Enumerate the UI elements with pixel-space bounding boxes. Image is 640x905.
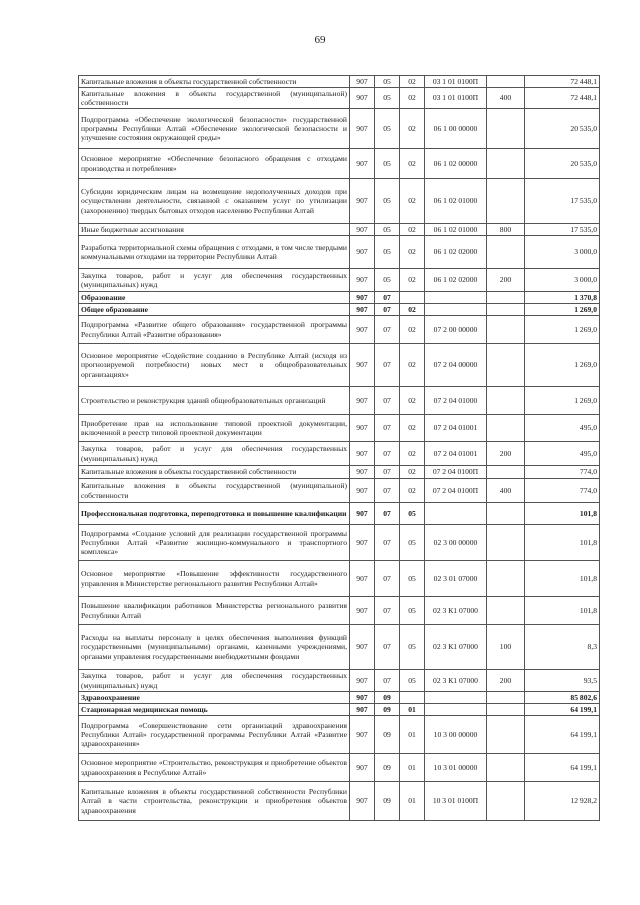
row-name: Субсидии юридическим лицам на возмещение недополученных доходов при осуществлении деятельности, связанной с оказанием услуг по утилизации (захоронению) твердых бытовых отходов населению Республики Алтай bbox=[79, 179, 350, 224]
row-section: 07 bbox=[375, 415, 400, 442]
row-amount: 774,0 bbox=[525, 466, 600, 479]
row-subsection: 02 bbox=[400, 224, 425, 236]
row-expense-type: 800 bbox=[487, 224, 525, 236]
row-subsection: 01 bbox=[400, 782, 425, 821]
table-row bbox=[79, 149, 600, 179]
row-subsection: 02 bbox=[400, 236, 425, 269]
row-grbs: 907 bbox=[350, 670, 375, 692]
row-subsection: 01 bbox=[400, 716, 425, 754]
row-name: Повышение квалификации работников Министерства регионального развития Республики Алтай bbox=[79, 597, 350, 625]
table-row bbox=[79, 304, 600, 316]
row-section: 05 bbox=[375, 269, 400, 292]
table-row bbox=[79, 316, 600, 344]
row-amount: 93,5 bbox=[525, 670, 600, 692]
row-grbs: 907 bbox=[350, 782, 375, 821]
table-row bbox=[79, 224, 600, 236]
row-expense-type bbox=[487, 236, 525, 269]
budget-table-body bbox=[79, 76, 600, 821]
row-section: 07 bbox=[375, 597, 400, 625]
row-grbs: 907 bbox=[350, 466, 375, 479]
row-subsection: 02 bbox=[400, 466, 425, 479]
row-subsection: 02 bbox=[400, 76, 425, 88]
row-section: 05 bbox=[375, 179, 400, 224]
row-grbs: 907 bbox=[350, 692, 375, 704]
row-subsection: 05 bbox=[400, 525, 425, 561]
row-expense-type bbox=[487, 561, 525, 597]
row-grbs: 907 bbox=[350, 754, 375, 782]
row-section: 07 bbox=[375, 344, 400, 387]
row-expense-type bbox=[487, 179, 525, 224]
table-row bbox=[79, 561, 600, 597]
row-amount: 72 448,1 bbox=[525, 76, 600, 88]
row-subsection: 05 bbox=[400, 597, 425, 625]
row-grbs: 907 bbox=[350, 236, 375, 269]
row-subsection bbox=[400, 692, 425, 704]
row-section: 05 bbox=[375, 109, 400, 149]
row-name: Разработка территориальной схемы обращения с отходами, в том числе твердыми коммунальными отходами на территории Республики Алтай bbox=[79, 236, 350, 269]
row-name: Иные бюджетные ассигнования bbox=[79, 224, 350, 236]
row-subsection: 02 bbox=[400, 179, 425, 224]
row-target-article bbox=[425, 704, 487, 716]
row-target-article bbox=[425, 503, 487, 525]
budget-table bbox=[78, 75, 600, 821]
row-section: 09 bbox=[375, 782, 400, 821]
table-row bbox=[79, 466, 600, 479]
row-name: Капитальные вложения в объекты государственной (муниципальной) собственности bbox=[79, 88, 350, 109]
row-expense-type: 400 bbox=[487, 479, 525, 503]
row-subsection: 02 bbox=[400, 109, 425, 149]
table-row bbox=[79, 179, 600, 224]
row-grbs: 907 bbox=[350, 88, 375, 109]
row-name: Образование bbox=[79, 292, 350, 304]
row-grbs: 907 bbox=[350, 597, 375, 625]
row-target-article: 07 2 04 01001 bbox=[425, 442, 487, 466]
row-section: 07 bbox=[375, 466, 400, 479]
row-grbs: 907 bbox=[350, 292, 375, 304]
row-subsection: 02 bbox=[400, 479, 425, 503]
row-amount: 64 199,1 bbox=[525, 716, 600, 754]
row-amount: 1 269,0 bbox=[525, 316, 600, 344]
row-expense-type bbox=[487, 387, 525, 415]
row-expense-type bbox=[487, 292, 525, 304]
row-expense-type bbox=[487, 466, 525, 479]
row-subsection: 02 bbox=[400, 269, 425, 292]
row-grbs: 907 bbox=[350, 442, 375, 466]
row-subsection: 05 bbox=[400, 503, 425, 525]
row-grbs: 907 bbox=[350, 479, 375, 503]
row-expense-type bbox=[487, 76, 525, 88]
row-name: Закупка товаров, работ и услуг для обеспечения государственных (муниципальных) нужд bbox=[79, 269, 350, 292]
table-row bbox=[79, 692, 600, 704]
row-subsection: 02 bbox=[400, 387, 425, 415]
row-target-article: 06 1 02 00000 bbox=[425, 149, 487, 179]
row-grbs: 907 bbox=[350, 387, 375, 415]
row-name: Капитальные вложения в объекты государственной собственности bbox=[79, 76, 350, 88]
table-row bbox=[79, 292, 600, 304]
row-name: Профессиональная подготовка, переподготовка и повышение квалификации bbox=[79, 503, 350, 525]
row-expense-type bbox=[487, 716, 525, 754]
row-grbs: 907 bbox=[350, 179, 375, 224]
table-row bbox=[79, 76, 600, 88]
row-grbs: 907 bbox=[350, 625, 375, 670]
row-name: Подпрограмма «Создание условий для реализации государственной программы Республики Алтай «Развитие жилищно-коммунального и транспортного комплекса» bbox=[79, 525, 350, 561]
row-section: 05 bbox=[375, 149, 400, 179]
row-expense-type bbox=[487, 109, 525, 149]
row-expense-type bbox=[487, 503, 525, 525]
row-amount: 17 535,0 bbox=[525, 224, 600, 236]
row-expense-type bbox=[487, 304, 525, 316]
row-subsection: 05 bbox=[400, 625, 425, 670]
row-grbs: 907 bbox=[350, 269, 375, 292]
row-amount: 1 269,0 bbox=[525, 387, 600, 415]
row-section: 07 bbox=[375, 525, 400, 561]
row-grbs: 907 bbox=[350, 344, 375, 387]
table-row bbox=[79, 387, 600, 415]
row-subsection: 05 bbox=[400, 670, 425, 692]
table-row bbox=[79, 415, 600, 442]
row-name: Подпрограмма «Обеспечение экологической безопасности» государственной программы Республики Алтай «Обеспечение экологической безопасности и улучшение состояния окружающей среды» bbox=[79, 109, 350, 149]
table-row bbox=[79, 269, 600, 292]
row-grbs: 907 bbox=[350, 149, 375, 179]
row-section: 07 bbox=[375, 561, 400, 597]
row-name: Здравоохранение bbox=[79, 692, 350, 704]
row-name: Общее образование bbox=[79, 304, 350, 316]
row-expense-type bbox=[487, 704, 525, 716]
row-grbs: 907 bbox=[350, 525, 375, 561]
row-amount: 495,0 bbox=[525, 442, 600, 466]
row-amount: 8,3 bbox=[525, 625, 600, 670]
row-name: Расходы на выплаты персоналу в целях обеспечения выполнения функций государственными (муниципальными) органами, казенными учреждениями, органами управления государственными внебюджетными фондами bbox=[79, 625, 350, 670]
table-row bbox=[79, 625, 600, 670]
row-grbs: 907 bbox=[350, 304, 375, 316]
table-row bbox=[79, 88, 600, 109]
row-name: Капитальные вложения в объекты государственной собственности bbox=[79, 466, 350, 479]
row-subsection: 02 bbox=[400, 304, 425, 316]
table-row bbox=[79, 525, 600, 561]
row-expense-type bbox=[487, 344, 525, 387]
row-name: Закупка товаров, работ и услуг для обеспечения государственных (муниципальных) нужд bbox=[79, 670, 350, 692]
row-section: 07 bbox=[375, 503, 400, 525]
row-section: 07 bbox=[375, 479, 400, 503]
row-target-article: 06 1 02 02000 bbox=[425, 269, 487, 292]
row-target-article: 07 2 04 0100П bbox=[425, 479, 487, 503]
table-row bbox=[79, 344, 600, 387]
row-subsection bbox=[400, 292, 425, 304]
row-amount: 1 269,0 bbox=[525, 344, 600, 387]
row-section: 07 bbox=[375, 625, 400, 670]
row-subsection: 02 bbox=[400, 415, 425, 442]
table-row bbox=[79, 503, 600, 525]
row-expense-type bbox=[487, 316, 525, 344]
row-grbs: 907 bbox=[350, 503, 375, 525]
row-amount: 20 535,0 bbox=[525, 109, 600, 149]
row-expense-type: 200 bbox=[487, 269, 525, 292]
row-target-article: 07 2 04 00000 bbox=[425, 344, 487, 387]
table-row bbox=[79, 754, 600, 782]
row-name: Строительство и реконструкция зданий общеобразовательных организаций bbox=[79, 387, 350, 415]
row-name: Основное мероприятие «Повышение эффективности государственного управления в Министерстве регионального развития Республики Алтай» bbox=[79, 561, 350, 597]
table-row bbox=[79, 597, 600, 625]
row-name: Основное мероприятие «Содействие созданию в Республике Алтай (исходя из прогнозируемой потребности) новых мест в общеобразовательных организациях» bbox=[79, 344, 350, 387]
row-section: 07 bbox=[375, 304, 400, 316]
row-subsection: 01 bbox=[400, 754, 425, 782]
row-section: 07 bbox=[375, 316, 400, 344]
row-target-article: 07 2 00 00000 bbox=[425, 316, 487, 344]
table-row bbox=[79, 109, 600, 149]
row-amount: 64 199,1 bbox=[525, 704, 600, 716]
row-amount: 774,0 bbox=[525, 479, 600, 503]
row-section: 09 bbox=[375, 716, 400, 754]
row-amount: 101,8 bbox=[525, 561, 600, 597]
row-section: 05 bbox=[375, 76, 400, 88]
row-name: Подпрограмма «Совершенствование сети организаций здравоохранения Республики Алтай» государственной программы Республики Алтай «Развитие здравоохранения» bbox=[79, 716, 350, 754]
row-expense-type bbox=[487, 597, 525, 625]
row-expense-type: 200 bbox=[487, 670, 525, 692]
row-grbs: 907 bbox=[350, 716, 375, 754]
row-subsection: 01 bbox=[400, 704, 425, 716]
row-target-article: 02 3 К1 07000 bbox=[425, 597, 487, 625]
row-grbs: 907 bbox=[350, 704, 375, 716]
table-row bbox=[79, 479, 600, 503]
row-expense-type bbox=[487, 754, 525, 782]
row-grbs: 907 bbox=[350, 224, 375, 236]
row-amount: 1 370,8 bbox=[525, 292, 600, 304]
row-expense-type: 100 bbox=[487, 625, 525, 670]
row-target-article: 07 2 04 01000 bbox=[425, 387, 487, 415]
row-target-article: 10 3 00 00000 bbox=[425, 716, 487, 754]
row-name: Основное мероприятие «Обеспечение безопасного обращения с отходами производства и потребления» bbox=[79, 149, 350, 179]
row-expense-type: 200 bbox=[487, 442, 525, 466]
row-target-article: 06 1 00 00000 bbox=[425, 109, 487, 149]
row-name: Капитальные вложения в объекты государственной собственности Республики Алтай в части строительства, реконструкции и приобретения объектов здравоохранения bbox=[79, 782, 350, 821]
row-target-article: 02 3 К1 07000 bbox=[425, 625, 487, 670]
row-grbs: 907 bbox=[350, 561, 375, 597]
row-amount: 72 448,1 bbox=[525, 88, 600, 109]
table-row bbox=[79, 670, 600, 692]
row-name: Подпрограмма «Развитие общего образования» государственной программы Республики Алтай «Развитие образования» bbox=[79, 316, 350, 344]
row-target-article: 06 1 02 01000 bbox=[425, 179, 487, 224]
row-subsection: 02 bbox=[400, 442, 425, 466]
row-amount: 64 199,1 bbox=[525, 754, 600, 782]
row-amount: 1 269,0 bbox=[525, 304, 600, 316]
row-section: 07 bbox=[375, 292, 400, 304]
row-expense-type: 400 bbox=[487, 88, 525, 109]
row-target-article: 06 1 02 01000 bbox=[425, 224, 487, 236]
row-target-article: 02 3 К1 07000 bbox=[425, 670, 487, 692]
row-target-article: 07 2 04 01001 bbox=[425, 415, 487, 442]
row-name: Закупка товаров, работ и услуг для обеспечения государственных (муниципальных) нужд bbox=[79, 442, 350, 466]
row-subsection: 05 bbox=[400, 561, 425, 597]
row-amount: 85 802,6 bbox=[525, 692, 600, 704]
row-amount: 17 535,0 bbox=[525, 179, 600, 224]
row-target-article bbox=[425, 292, 487, 304]
row-section: 09 bbox=[375, 704, 400, 716]
row-subsection: 02 bbox=[400, 344, 425, 387]
row-amount: 495,0 bbox=[525, 415, 600, 442]
row-grbs: 907 bbox=[350, 109, 375, 149]
row-section: 07 bbox=[375, 670, 400, 692]
row-target-article: 07 2 04 0100П bbox=[425, 466, 487, 479]
row-grbs: 907 bbox=[350, 415, 375, 442]
row-target-article: 06 1 02 02000 bbox=[425, 236, 487, 269]
row-name: Основное мероприятие «Строительство, реконструкция и приобретение объектов здравоохранения в Республике Алтай» bbox=[79, 754, 350, 782]
row-name: Приобретение прав на использование типовой проектной документации, включенной в реестр типовой проектной документации bbox=[79, 415, 350, 442]
row-expense-type bbox=[487, 692, 525, 704]
row-target-article: 10 3 01 0100П bbox=[425, 782, 487, 821]
row-name: Капитальные вложения в объекты государственной (муниципальной) собственности bbox=[79, 479, 350, 503]
page-number: 69 bbox=[314, 34, 326, 46]
row-expense-type bbox=[487, 525, 525, 561]
row-amount: 101,8 bbox=[525, 597, 600, 625]
table-row bbox=[79, 716, 600, 754]
table-row bbox=[79, 442, 600, 466]
row-expense-type bbox=[487, 415, 525, 442]
table-row bbox=[79, 704, 600, 716]
row-amount: 12 928,2 bbox=[525, 782, 600, 821]
row-section: 07 bbox=[375, 442, 400, 466]
row-amount: 20 535,0 bbox=[525, 149, 600, 179]
row-section: 09 bbox=[375, 692, 400, 704]
row-grbs: 907 bbox=[350, 76, 375, 88]
row-section: 05 bbox=[375, 88, 400, 109]
row-target-article bbox=[425, 304, 487, 316]
table-row bbox=[79, 236, 600, 269]
table-row bbox=[79, 782, 600, 821]
row-section: 05 bbox=[375, 224, 400, 236]
row-target-article: 02 3 00 00000 bbox=[425, 525, 487, 561]
row-subsection: 02 bbox=[400, 149, 425, 179]
row-subsection: 02 bbox=[400, 88, 425, 109]
row-section: 05 bbox=[375, 236, 400, 269]
row-expense-type bbox=[487, 149, 525, 179]
row-amount: 101,8 bbox=[525, 503, 600, 525]
row-target-article: 10 3 01 00000 bbox=[425, 754, 487, 782]
row-section: 09 bbox=[375, 754, 400, 782]
row-amount: 101,8 bbox=[525, 525, 600, 561]
row-target-article: 02 3 01 07000 bbox=[425, 561, 487, 597]
row-amount: 3 000,0 bbox=[525, 236, 600, 269]
row-expense-type bbox=[487, 782, 525, 821]
row-target-article bbox=[425, 692, 487, 704]
row-grbs: 907 bbox=[350, 316, 375, 344]
row-amount: 3 000,0 bbox=[525, 269, 600, 292]
row-target-article: 03 1 01 0100П bbox=[425, 88, 487, 109]
row-section: 07 bbox=[375, 387, 400, 415]
row-subsection: 02 bbox=[400, 316, 425, 344]
row-name: Стационарная медицинская помощь bbox=[79, 704, 350, 716]
row-target-article: 03 1 01 0100П bbox=[425, 76, 487, 88]
